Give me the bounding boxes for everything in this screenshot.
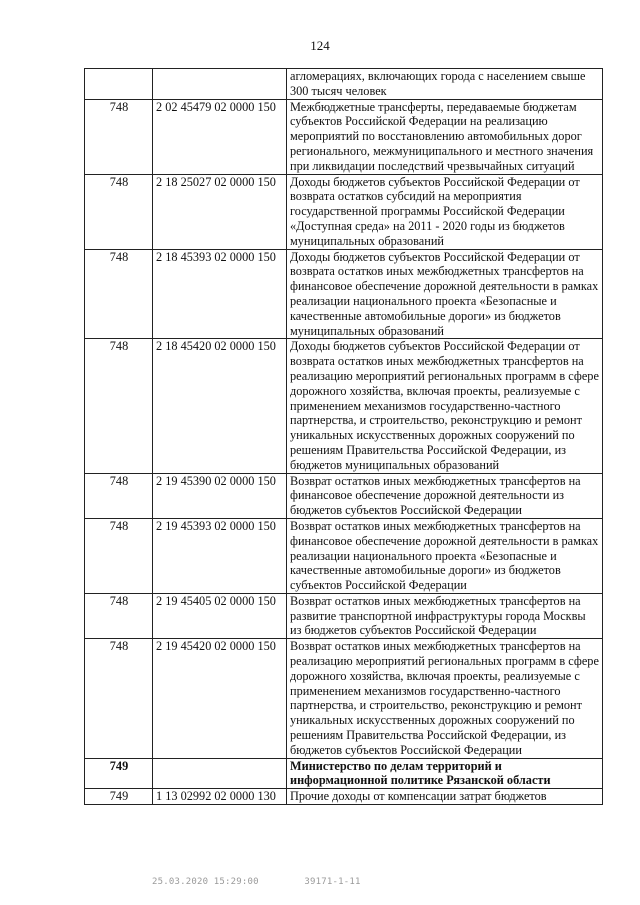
admin-code-cell: 749: [85, 758, 153, 789]
revenue-name-cell: Возврат остатков иных межбюджетных трансфертов на финансовое обеспечение дорожной деятельности в рамках реализации национального проекта «Безопасные и качественные автомобильные дороги» из бюджетов субъектов Российской Федерации: [287, 518, 603, 593]
admin-code-cell: 748: [85, 99, 153, 174]
table-row: [85, 339, 603, 473]
footer-doc-id: 39171-1-11: [304, 877, 361, 887]
revenue-code-cell: 2 02 45479 02 0000 150: [153, 99, 287, 174]
revenue-name-cell: Возврат остатков иных межбюджетных трансфертов на финансовое обеспечение дорожной деятельности из бюджетов субъектов Российской Федерации: [287, 473, 603, 518]
revenue-code-cell: 2 19 45393 02 0000 150: [153, 518, 287, 593]
revenue-code-cell: 2 19 45390 02 0000 150: [153, 473, 287, 518]
revenue-name-cell: агломерациях, включающих города с населением свыше 300 тысяч человек: [287, 69, 603, 100]
revenue-code-cell: [153, 69, 287, 100]
admin-code-cell: 748: [85, 339, 153, 473]
admin-code-cell: 748: [85, 593, 153, 638]
table-row: [85, 758, 603, 789]
revenue-name-cell: Доходы бюджетов субъектов Российской Федерации от возврата остатков иных межбюджетных трансфертов на реализацию мероприятий региональных программ в сфере дорожного хозяйства, включая проекты, реализуемые с применением механизмов государственно-частного партнерства, и строительство, реконструкцию и ремонт уникальных искусственных дорожных сооружений по решениям Правительства Российской Федерации, из бюджетов муниципальных образований: [287, 339, 603, 473]
revenue-code-cell: 2 19 45405 02 0000 150: [153, 593, 287, 638]
table-row: [85, 69, 603, 100]
table-row: [85, 593, 603, 638]
table-row: [85, 473, 603, 518]
table-row: [85, 99, 603, 174]
revenue-table: [84, 68, 603, 805]
admin-code-cell: [85, 69, 153, 100]
revenue-code-cell: 2 18 25027 02 0000 150: [153, 174, 287, 249]
footer-timestamp: 25.03.2020 15:29:00: [152, 877, 259, 887]
revenue-code-cell: 2 18 45393 02 0000 150: [153, 249, 287, 339]
table-row: [85, 789, 603, 805]
table-row: [85, 249, 603, 339]
revenue-name-cell: Прочие доходы от компенсации затрат бюджетов: [287, 789, 603, 805]
revenue-name-cell: Доходы бюджетов субъектов Российской Федерации от возврата остатков иных межбюджетных трансфертов на финансовое обеспечение дорожной деятельности в рамках реализации национального проекта «Безопасные и качественные автомобильные дороги» из бюджетов муниципальных образований: [287, 249, 603, 339]
page-number: 124: [310, 38, 330, 53]
table-row: [85, 518, 603, 593]
admin-code-cell: 748: [85, 518, 153, 593]
revenue-code-cell: 1 13 02992 02 0000 130: [153, 789, 287, 805]
page-footer: [152, 877, 401, 887]
admin-code-cell: 748: [85, 473, 153, 518]
revenue-name-cell: Министерство по делам территорий и информационной политике Рязанской области: [287, 758, 603, 789]
revenue-name-cell: Возврат остатков иных межбюджетных трансфертов на развитие транспортной инфраструктуры города Москвы из бюджетов субъектов Российской Федерации: [287, 593, 603, 638]
table-row: [85, 639, 603, 758]
table-body: [85, 69, 603, 805]
admin-code-cell: 748: [85, 174, 153, 249]
table-row: [85, 174, 603, 249]
admin-code-cell: 748: [85, 249, 153, 339]
admin-code-cell: 749: [85, 789, 153, 805]
admin-code-cell: 748: [85, 639, 153, 758]
revenue-code-cell: 2 19 45420 02 0000 150: [153, 639, 287, 758]
revenue-name-cell: Межбюджетные трансферты, передаваемые бюджетам субъектов Российской Федерации на реализацию мероприятий по восстановлению автомобильных дорог регионального, межмуниципального и местного значения при ликвидации последствий чрезвычайных ситуаций: [287, 99, 603, 174]
revenue-code-cell: 2 18 45420 02 0000 150: [153, 339, 287, 473]
revenue-name-cell: Возврат остатков иных межбюджетных трансфертов на реализацию мероприятий региональных программ в сфере дорожного хозяйства, включая проекты, реализуемые с применением механизмов государственно-частного партнерства, и строительство, реконструкцию и ремонт уникальных искусственных дорожных сооружений по решениям Правительства Российской Федерации, из бюджетов субъектов Российской Федерации: [287, 639, 603, 758]
revenue-name-cell: Доходы бюджетов субъектов Российской Федерации от возврата остатков субсидий на мероприятия государственной программы Российской Федерации «Доступная среда» на 2011 - 2020 годы из бюджетов муниципальных образований: [287, 174, 603, 249]
revenue-code-cell: [153, 758, 287, 789]
